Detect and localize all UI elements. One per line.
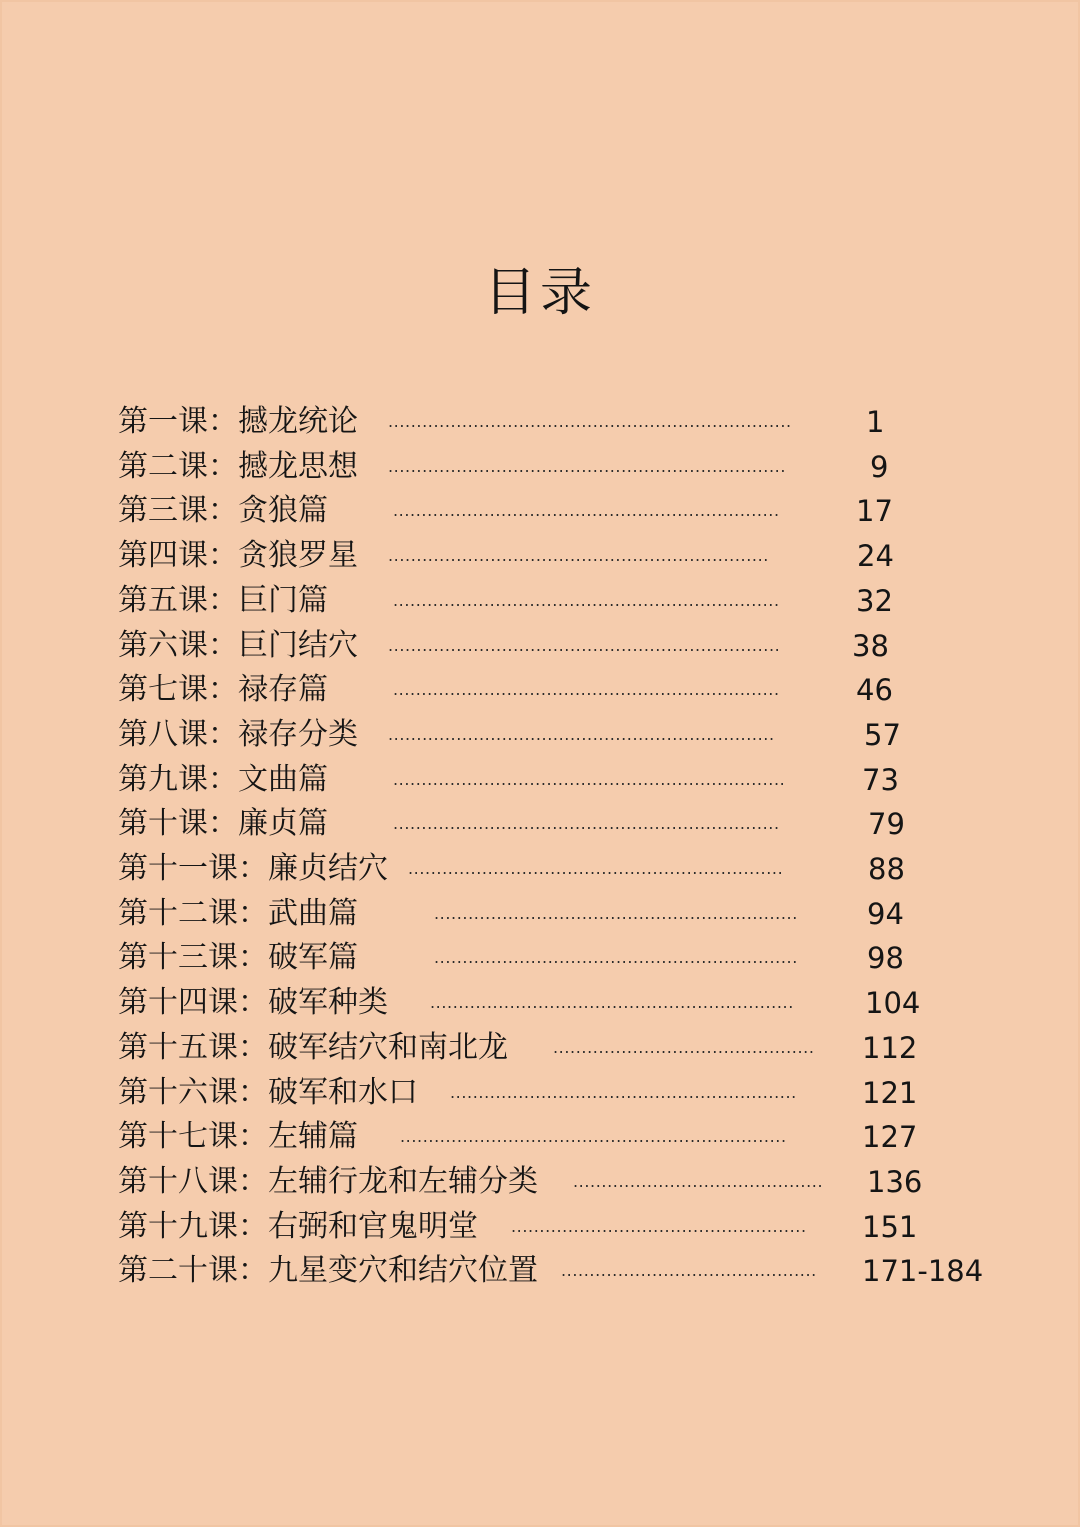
toc-dot-leader: .............................................. — [553, 1037, 815, 1057]
toc-entry — [0, 1028, 1080, 1068]
toc-dot-leader: .................................................................... — [400, 1127, 787, 1147]
toc-entry — [0, 1207, 1080, 1247]
toc-entry — [0, 715, 1080, 755]
toc-entry-title: 第十五课：破军结穴和南北龙 — [118, 1029, 508, 1065]
toc-entry-page: 57 — [864, 717, 901, 752]
toc-entry-page: 9 — [870, 449, 889, 484]
toc-dot-leader: ................................................................ — [434, 903, 798, 923]
toc-entry-page: 88 — [868, 852, 905, 886]
toc-entry — [0, 1162, 1080, 1202]
toc-entry — [0, 938, 1080, 978]
toc-entry-page: 98 — [867, 941, 904, 976]
toc-entry-page: 73 — [862, 762, 899, 797]
toc-entry — [0, 760, 1080, 800]
toc-entry-page: 17 — [856, 494, 893, 529]
toc-entry — [0, 983, 1080, 1023]
toc-dot-leader: ................................................................ — [434, 948, 798, 968]
toc-entry-page: 121 — [862, 1075, 918, 1110]
toc-dot-leader: ............................................. — [561, 1261, 817, 1281]
toc-entry — [0, 804, 1080, 844]
toc-entry — [0, 402, 1080, 442]
toc-entry-page: 171-184 — [862, 1254, 984, 1289]
toc-entry-title: 第十九课：右弼和官鬼明堂 — [118, 1208, 478, 1244]
toc-dot-leader: .................................................................... — [393, 501, 780, 521]
toc-dot-leader: .................................................................... — [393, 680, 780, 700]
toc-entry-title: 第十一课：廉贞结穴 — [118, 851, 388, 886]
toc-entry-title: 第十六课：破军和水口 — [118, 1074, 418, 1110]
toc-dot-leader: ..................................................................... — [388, 635, 781, 655]
toc-entry — [0, 1251, 1080, 1291]
toc-entry-page: 104 — [865, 986, 921, 1021]
toc-entry — [0, 670, 1080, 710]
toc-dot-leader: ................................................................ — [430, 993, 794, 1013]
toc-entry-title: 第七课：禄存篇 — [118, 672, 328, 708]
toc-entry-page: 1 — [866, 405, 885, 439]
toc-dot-leader: ..................................................................... — [393, 769, 786, 789]
toc-entry-title: 第十七课：左辅篇 — [118, 1119, 358, 1155]
page-title: 目录 — [483, 263, 596, 323]
toc-entry-page: 112 — [862, 1030, 918, 1065]
toc-entry-page: 127 — [862, 1120, 918, 1155]
toc-entry-title: 第一课：撼龙统论 — [118, 404, 358, 439]
toc-entry-title: 第二十课：九星变穴和结穴位置 — [118, 1253, 538, 1289]
toc-dot-leader: ............................................................. — [450, 1082, 797, 1102]
toc-entry-title: 第九课：文曲篇 — [118, 761, 328, 797]
toc-entry — [0, 447, 1080, 487]
toc-entry-title: 第十课：廉贞篇 — [118, 806, 328, 842]
toc-entry-title: 第十三课：破军篇 — [118, 940, 358, 976]
toc-dot-leader: ............................................ — [573, 1171, 824, 1191]
toc-entry-title: 第十四课：破军种类 — [118, 985, 388, 1021]
toc-entry — [0, 1117, 1080, 1157]
toc-dot-leader: .................................................................. — [408, 859, 784, 878]
toc-entry-title: 第五课：巨门篇 — [118, 582, 328, 618]
toc-entry — [0, 626, 1080, 666]
toc-entry — [0, 581, 1080, 621]
toc-entry-title: 第二课：撼龙思想 — [118, 448, 358, 484]
toc-entry-page: 32 — [856, 583, 893, 618]
toc-dot-leader: .................................................... — [511, 1216, 807, 1236]
toc-entry-title: 第十八课：左辅行龙和左辅分类 — [118, 1163, 538, 1199]
toc-entry-title: 第八课：禄存分类 — [118, 716, 358, 752]
toc-entry-page: 136 — [867, 1164, 923, 1199]
toc-entry-title: 第三课：贪狼篇 — [118, 493, 328, 529]
toc-entry-page: 38 — [852, 628, 889, 663]
toc-entry — [0, 849, 1080, 889]
toc-dot-leader: ...................................................................... — [388, 456, 787, 476]
toc-entry-title: 第十二课：武曲篇 — [118, 895, 358, 931]
toc-entry — [0, 536, 1080, 576]
toc-entry-page: 151 — [862, 1209, 918, 1244]
toc-entry-title: 第四课：贪狼罗星 — [118, 538, 358, 574]
toc-dot-leader: ....................................................................... — [388, 412, 792, 431]
toc-entry-page: 24 — [857, 539, 894, 574]
toc-dot-leader: .................................................................... — [388, 724, 775, 744]
toc-entry-page: 79 — [868, 807, 905, 842]
toc-entry-page: 46 — [856, 673, 893, 708]
toc-entry-page: 94 — [867, 896, 904, 931]
toc-entry — [0, 1073, 1080, 1113]
toc-entry — [0, 491, 1080, 531]
toc-entry-title: 第六课：巨门结穴 — [118, 627, 358, 663]
toc-entry — [0, 894, 1080, 934]
toc-dot-leader: .................................................................... — [393, 590, 780, 610]
toc-dot-leader: .................................................................... — [393, 814, 780, 834]
toc-dot-leader: ................................................................... — [388, 546, 769, 566]
